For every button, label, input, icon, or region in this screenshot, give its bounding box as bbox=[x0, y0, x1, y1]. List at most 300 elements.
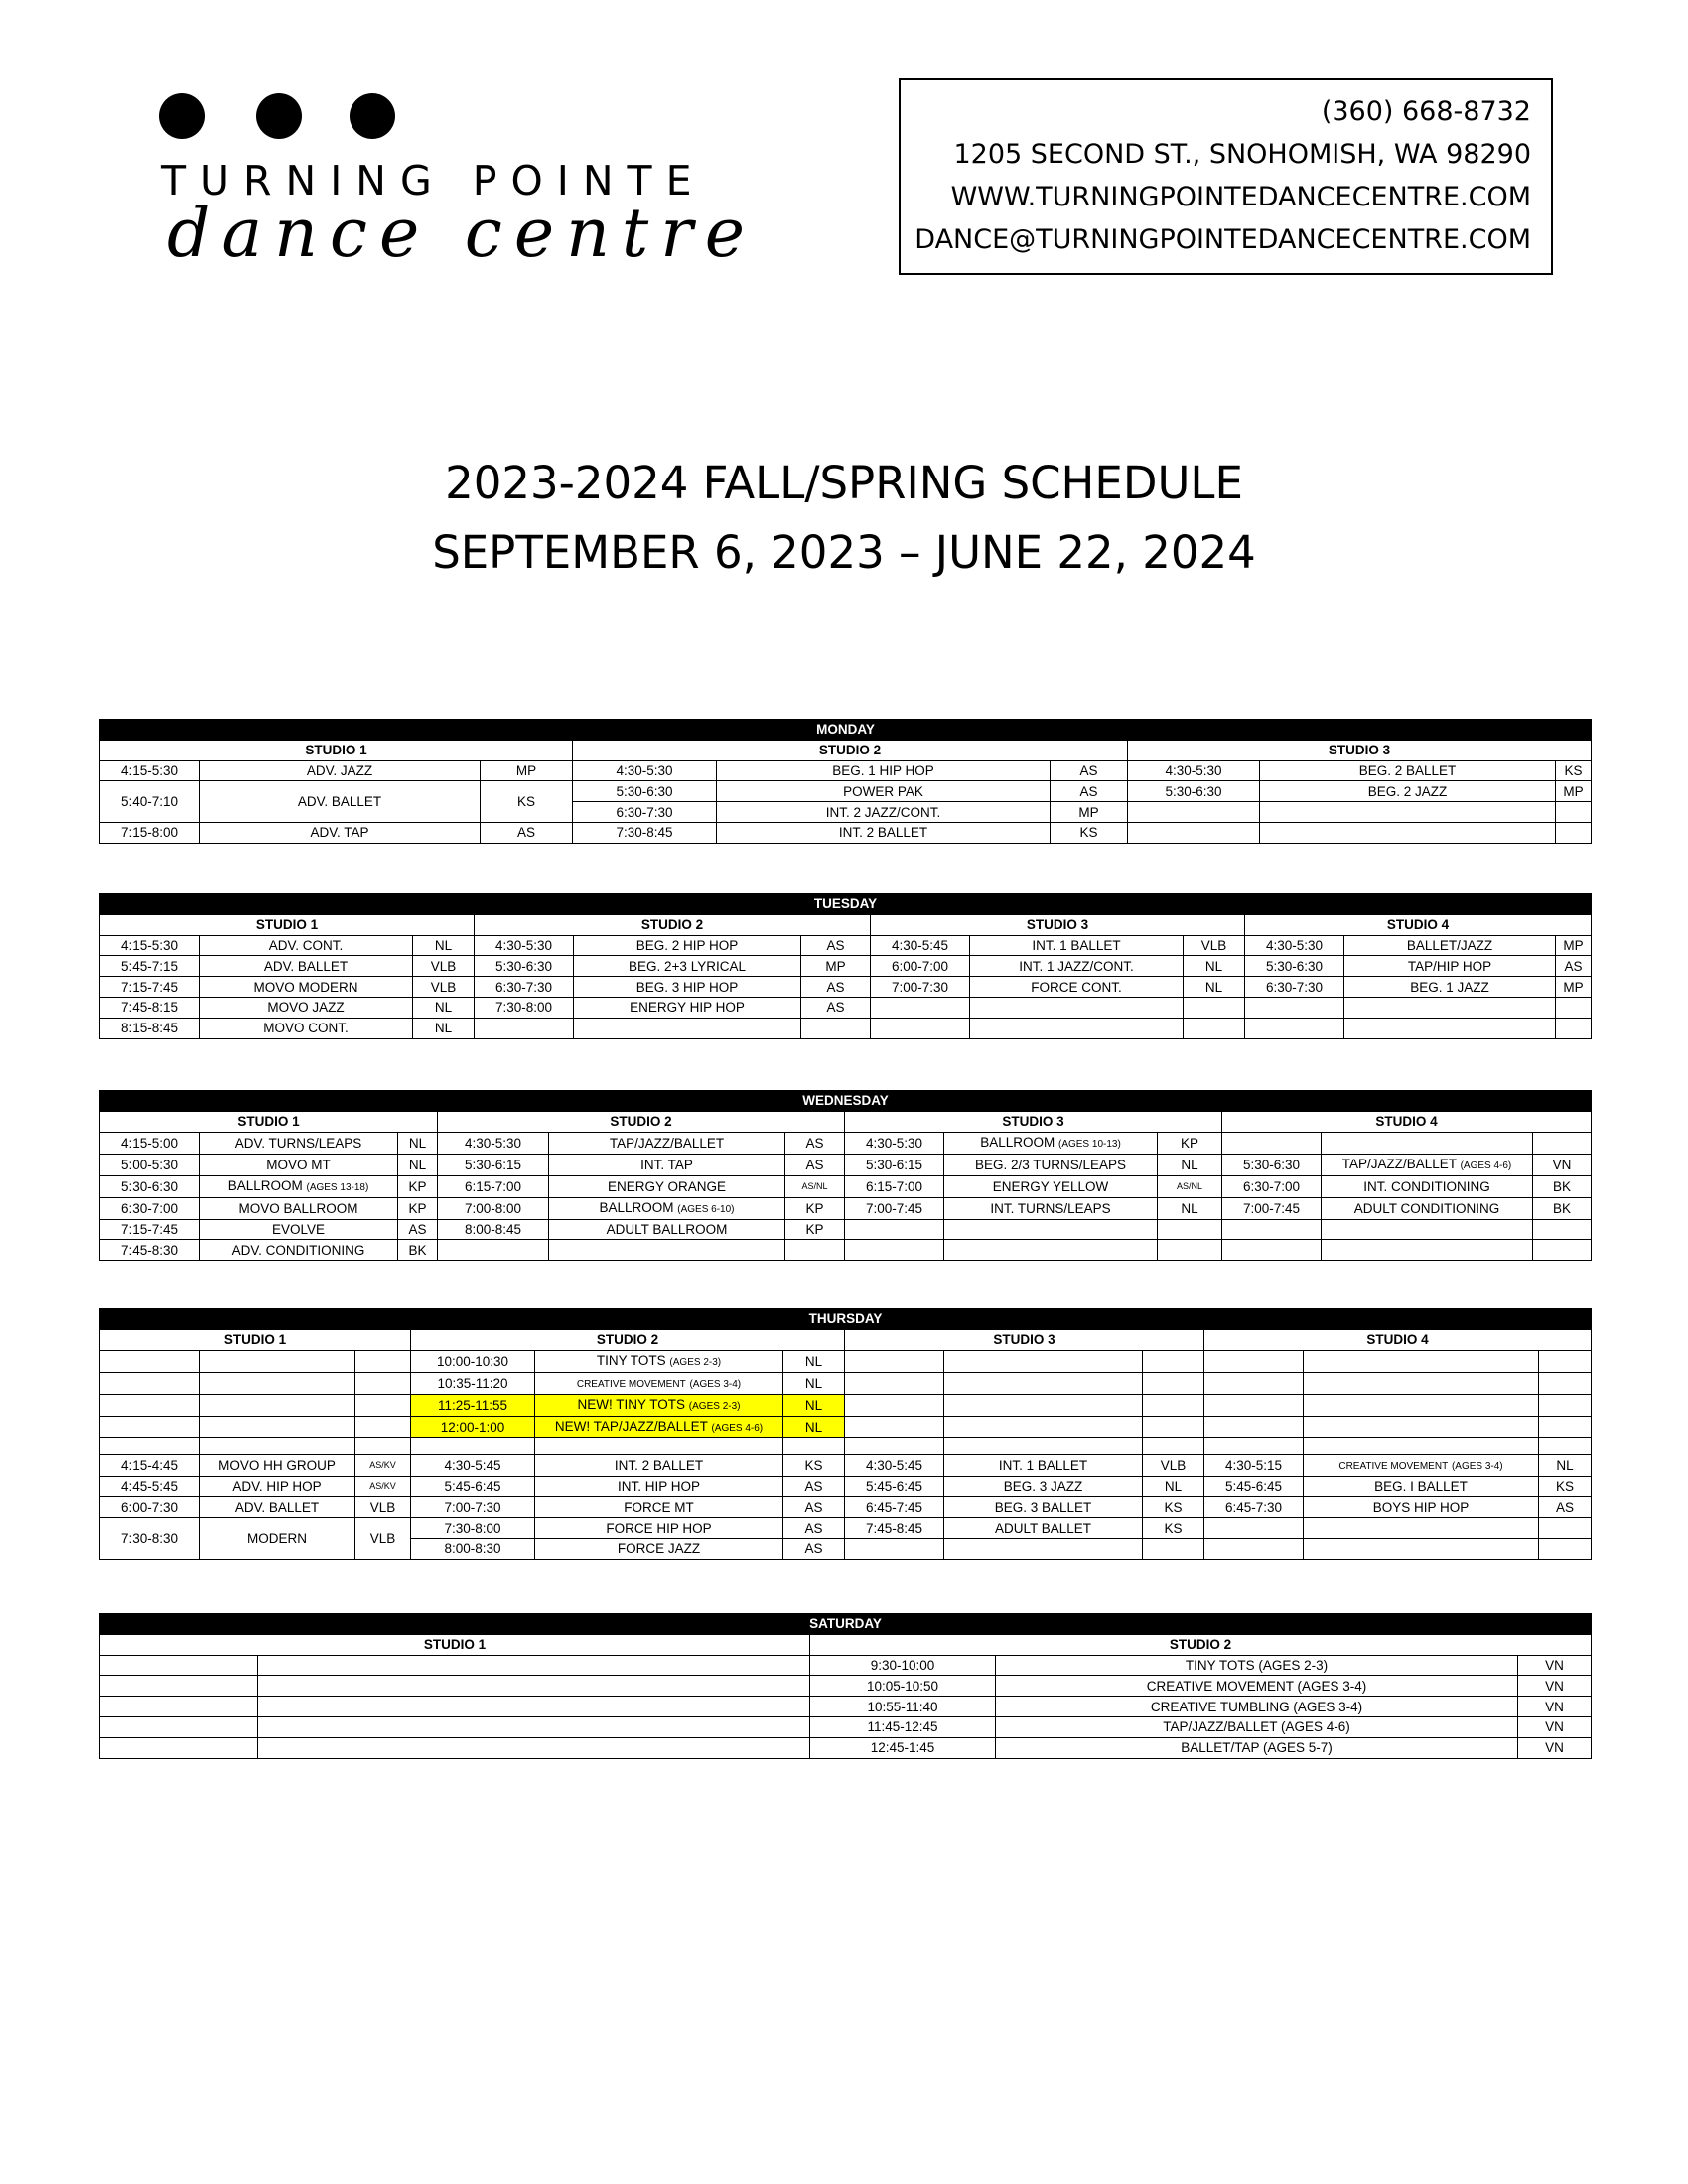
studio-header: STUDIO 1 bbox=[100, 1111, 438, 1132]
empty-cell bbox=[100, 1716, 258, 1737]
empty-cell bbox=[258, 1737, 810, 1758]
empty-cell bbox=[785, 1240, 845, 1261]
class-time-highlighted: 11:25-11:55 bbox=[411, 1394, 535, 1416]
class-time: 4:30-5:30 bbox=[573, 760, 717, 781]
class-time: 7:45-8:30 bbox=[100, 1240, 200, 1261]
class-time: 5:00-5:30 bbox=[100, 1154, 200, 1175]
class-time: 6:15-7:00 bbox=[845, 1175, 944, 1197]
empty-cell bbox=[1128, 822, 1260, 843]
class-time: 8:00-8:45 bbox=[438, 1219, 549, 1240]
class-name: FORCE JAZZ bbox=[535, 1538, 783, 1559]
instructor: MP bbox=[1556, 935, 1592, 956]
age-note: (AGES 2-3) bbox=[688, 1400, 741, 1412]
class-time: 6:30-7:00 bbox=[100, 1197, 200, 1219]
empty-cell bbox=[944, 1416, 1143, 1437]
studio-header: STUDIO 2 bbox=[411, 1329, 845, 1350]
studio-header: STUDIO 3 bbox=[845, 1329, 1204, 1350]
day-header: SATURDAY bbox=[100, 1614, 1592, 1635]
class-name: INT. 1 BALLET bbox=[944, 1454, 1143, 1476]
instructor: AS bbox=[785, 1154, 845, 1175]
class-time: 4:30-5:45 bbox=[411, 1454, 535, 1476]
empty-cell bbox=[1143, 1394, 1204, 1416]
empty-cell bbox=[200, 1416, 355, 1437]
studio-header: STUDIO 3 bbox=[845, 1111, 1222, 1132]
instructor: MP bbox=[801, 956, 871, 977]
table-row bbox=[100, 935, 1592, 956]
class-time: 4:30-5:30 bbox=[1128, 760, 1260, 781]
empty-cell bbox=[871, 997, 970, 1018]
empty-cell bbox=[1556, 997, 1592, 1018]
class-name: CREATIVE MOVEMENT (AGES 3-4) bbox=[535, 1372, 783, 1394]
empty-cell bbox=[944, 1219, 1158, 1240]
empty-cell bbox=[1344, 997, 1556, 1018]
empty-cell bbox=[1128, 802, 1260, 823]
spacer-row bbox=[100, 1437, 1592, 1454]
empty-cell bbox=[355, 1416, 411, 1437]
instructor: KS bbox=[1143, 1497, 1204, 1518]
class-name: INT. 1 BALLET bbox=[970, 935, 1184, 956]
empty-cell bbox=[845, 1240, 944, 1261]
empty-cell bbox=[845, 1219, 944, 1240]
class-name: INT. TURNS/LEAPS bbox=[944, 1197, 1158, 1219]
instructor: NL bbox=[1158, 1197, 1222, 1219]
instructor: AS bbox=[785, 1132, 845, 1154]
instructor-highlighted: NL bbox=[783, 1416, 845, 1437]
instructor: MP bbox=[1556, 781, 1592, 802]
empty-cell bbox=[200, 1394, 355, 1416]
empty-cell bbox=[1143, 1350, 1204, 1372]
instructor: VLB bbox=[413, 977, 475, 998]
empty-cell bbox=[258, 1716, 810, 1737]
title-line-2: SEPTEMBER 6, 2023 – JUNE 22, 2024 bbox=[432, 526, 1256, 579]
class-time: 6:45-7:45 bbox=[845, 1497, 944, 1518]
empty-cell bbox=[944, 1240, 1158, 1261]
instructor: VN bbox=[1533, 1154, 1592, 1175]
class-time: 4:15-5:30 bbox=[100, 760, 200, 781]
wednesday-table bbox=[99, 1090, 1592, 1261]
class-name: INT. 2 JAZZ/CONT. bbox=[717, 802, 1051, 823]
empty-cell bbox=[1158, 1240, 1222, 1261]
tuesday-table bbox=[99, 893, 1592, 1039]
empty-cell bbox=[1539, 1350, 1592, 1372]
class-name: CREATIVE MOVEMENT (AGES 3-4) bbox=[996, 1676, 1518, 1697]
empty-cell bbox=[1304, 1394, 1539, 1416]
contact-address: 1205 SECOND ST., SNOHOMISH, WA 98290 bbox=[953, 139, 1531, 170]
class-name: EVOLVE bbox=[200, 1219, 398, 1240]
class-time: 4:45-5:45 bbox=[100, 1476, 200, 1497]
class-name: BALLROOM (AGES 10-13) bbox=[944, 1132, 1158, 1154]
class-time: 5:30-6:30 bbox=[1128, 781, 1260, 802]
empty-cell bbox=[1539, 1538, 1592, 1559]
class-name: TINY TOTS (AGES 2-3) bbox=[535, 1350, 783, 1372]
class-name: BEG. 2 BALLET bbox=[1260, 760, 1556, 781]
class-name: POWER PAK bbox=[717, 781, 1051, 802]
instructor: NL bbox=[413, 1018, 475, 1038]
class-time: 5:30-6:15 bbox=[845, 1154, 944, 1175]
empty-cell bbox=[549, 1240, 785, 1261]
empty-cell bbox=[1322, 1219, 1533, 1240]
schedule-title bbox=[0, 449, 1688, 588]
contact-box bbox=[899, 78, 1553, 275]
class-name: ADULT CONDITIONING bbox=[1322, 1197, 1533, 1219]
class-name: TAP/JAZZ/BALLET (AGES 4-6) bbox=[996, 1716, 1518, 1737]
empty-cell bbox=[1556, 822, 1592, 843]
class-name: FORCE MT bbox=[535, 1497, 783, 1518]
class-name: MOVO JAZZ bbox=[200, 997, 413, 1018]
table-row bbox=[100, 1737, 1592, 1758]
contact-phone: (360) 668-8732 bbox=[1321, 96, 1531, 127]
class-time: 7:00-8:00 bbox=[438, 1197, 549, 1219]
class-time: 4:30-5:45 bbox=[871, 935, 970, 956]
empty-cell bbox=[438, 1240, 549, 1261]
class-name: ADV. BALLET bbox=[200, 1497, 355, 1518]
empty-cell bbox=[1204, 1416, 1304, 1437]
instructor: AS bbox=[1051, 760, 1128, 781]
class-name: INT. 2 BALLET bbox=[717, 822, 1051, 843]
empty-cell bbox=[845, 1372, 944, 1394]
studio-header: STUDIO 2 bbox=[475, 914, 871, 935]
studio-header: STUDIO 4 bbox=[1204, 1329, 1592, 1350]
class-name: FORCE HIP HOP bbox=[535, 1518, 783, 1539]
instructor: KS bbox=[783, 1454, 845, 1476]
empty-cell bbox=[1204, 1518, 1304, 1539]
age-note: (AGES 13-18) bbox=[306, 1181, 369, 1193]
class-time: 7:00-7:45 bbox=[845, 1197, 944, 1219]
table-row bbox=[100, 1497, 1592, 1518]
class-time: 11:45-12:45 bbox=[810, 1716, 996, 1737]
class-name: BALLROOM (AGES 13-18) bbox=[200, 1175, 398, 1197]
instructor: AS bbox=[783, 1476, 845, 1497]
monday-table bbox=[99, 719, 1592, 844]
empty-cell bbox=[845, 1394, 944, 1416]
instructor: VN bbox=[1518, 1676, 1592, 1697]
instructor: AS/NL bbox=[1158, 1175, 1222, 1197]
class-name: ADV. TAP bbox=[200, 822, 481, 843]
class-time: 8:15-8:45 bbox=[100, 1018, 200, 1038]
studio-header: STUDIO 1 bbox=[100, 1634, 810, 1655]
instructor: AS bbox=[481, 822, 573, 843]
instructor: NL bbox=[1158, 1154, 1222, 1175]
class-name: MOVO MT bbox=[200, 1154, 398, 1175]
contact-email: DANCE@TURNINGPOINTEDANCECENTRE.COM bbox=[914, 224, 1531, 255]
empty-cell bbox=[1533, 1240, 1592, 1261]
empty-cell bbox=[845, 1416, 944, 1437]
class-time: 6:15-7:00 bbox=[438, 1175, 549, 1197]
empty-cell bbox=[100, 1350, 200, 1372]
instructor: AS bbox=[801, 997, 871, 1018]
empty-cell bbox=[100, 1372, 200, 1394]
class-name: MOVO MODERN bbox=[200, 977, 413, 998]
instructor: MP bbox=[481, 760, 573, 781]
logo-dot bbox=[256, 93, 302, 139]
empty-cell bbox=[1304, 1416, 1539, 1437]
class-time: 5:45-6:45 bbox=[411, 1476, 535, 1497]
class-time: 8:00-8:30 bbox=[411, 1538, 535, 1559]
instructor: NL bbox=[783, 1350, 845, 1372]
instructor: VLB bbox=[1143, 1454, 1204, 1476]
class-time: 10:55-11:40 bbox=[810, 1697, 996, 1717]
class-name: ADV. CONDITIONING bbox=[200, 1240, 398, 1261]
class-time: 6:00-7:30 bbox=[100, 1497, 200, 1518]
instructor: KP bbox=[398, 1175, 438, 1197]
class-time: 10:00-10:30 bbox=[411, 1350, 535, 1372]
class-name: BALLROOM (AGES 6-10) bbox=[549, 1197, 785, 1219]
class-time: 7:30-8:00 bbox=[411, 1518, 535, 1539]
empty-cell bbox=[100, 1655, 258, 1676]
table-row bbox=[100, 1175, 1592, 1197]
class-name: TAP/JAZZ/BALLET bbox=[549, 1132, 785, 1154]
class-name: BEG. I BALLET bbox=[1304, 1476, 1539, 1497]
class-name: BEG. 3 HIP HOP bbox=[574, 977, 801, 998]
class-name: ADV. HIP HOP bbox=[200, 1476, 355, 1497]
empty-cell bbox=[100, 1394, 200, 1416]
class-time: 7:45-8:45 bbox=[845, 1518, 944, 1539]
class-name: TINY TOTS (AGES 2-3) bbox=[996, 1655, 1518, 1676]
class-name: ADV. JAZZ bbox=[200, 760, 481, 781]
empty-cell bbox=[1539, 1518, 1592, 1539]
table-row bbox=[100, 1676, 1592, 1697]
instructor: NL bbox=[1143, 1476, 1204, 1497]
table-row bbox=[100, 822, 1592, 843]
age-note: (AGES 3-4) bbox=[1451, 1460, 1503, 1472]
empty-cell bbox=[200, 1372, 355, 1394]
empty-cell bbox=[1344, 1018, 1556, 1038]
class-name: FORCE CONT. bbox=[970, 977, 1184, 998]
class-name: ADV. CONT. bbox=[200, 935, 413, 956]
instructor: KS bbox=[1143, 1518, 1204, 1539]
class-time: 9:30-10:00 bbox=[810, 1655, 996, 1676]
class-time: 5:30-6:30 bbox=[1222, 1154, 1322, 1175]
instructor: KS bbox=[1051, 822, 1128, 843]
instructor: AS bbox=[801, 977, 871, 998]
class-name: BEG. 3 BALLET bbox=[944, 1497, 1143, 1518]
class-name: ADV. BALLET bbox=[200, 781, 481, 823]
class-time: 4:15-5:30 bbox=[100, 935, 200, 956]
class-time: 7:00-7:45 bbox=[1222, 1197, 1322, 1219]
empty-cell bbox=[100, 1676, 258, 1697]
class-name: BEG. 1 JAZZ bbox=[1344, 977, 1556, 998]
studio-header: STUDIO 2 bbox=[810, 1634, 1592, 1655]
age-note: (AGES 10-13) bbox=[1057, 1138, 1121, 1150]
age-note: (AGES 4-6) bbox=[711, 1422, 764, 1433]
studio-header: STUDIO 3 bbox=[871, 914, 1245, 935]
table-row bbox=[100, 1697, 1592, 1717]
table-row bbox=[100, 997, 1592, 1018]
instructor: NL bbox=[783, 1372, 845, 1394]
class-name: BALLET/TAP (AGES 5-7) bbox=[996, 1737, 1518, 1758]
instructor: VN bbox=[1518, 1737, 1592, 1758]
instructor: NL bbox=[413, 997, 475, 1018]
class-name: BEG. 2 HIP HOP bbox=[574, 935, 801, 956]
class-name: CREATIVE MOVEMENT (AGES 3-4) bbox=[1304, 1454, 1539, 1476]
empty-cell bbox=[1143, 1538, 1204, 1559]
empty-cell bbox=[1539, 1416, 1592, 1437]
empty-cell bbox=[944, 1394, 1143, 1416]
table-row bbox=[100, 1655, 1592, 1676]
saturday-table bbox=[99, 1613, 1592, 1759]
empty-cell bbox=[1304, 1538, 1539, 1559]
class-time-highlighted: 12:00-1:00 bbox=[411, 1416, 535, 1437]
empty-cell bbox=[1556, 802, 1592, 823]
empty-cell bbox=[1260, 822, 1556, 843]
table-row bbox=[100, 1454, 1592, 1476]
age-note: (AGES 6-10) bbox=[677, 1203, 735, 1215]
class-time: 5:40-7:10 bbox=[100, 781, 200, 823]
instructor: BK bbox=[1533, 1197, 1592, 1219]
instructor: KS bbox=[1539, 1476, 1592, 1497]
instructor: VN bbox=[1518, 1697, 1592, 1717]
table-row bbox=[100, 760, 1592, 781]
empty-cell bbox=[1222, 1132, 1322, 1154]
empty-cell bbox=[1322, 1240, 1533, 1261]
class-time: 5:30-6:30 bbox=[1245, 956, 1344, 977]
instructor: AS bbox=[1051, 781, 1128, 802]
table-row bbox=[100, 1518, 1592, 1539]
empty-cell bbox=[1222, 1219, 1322, 1240]
class-time: 4:30-5:30 bbox=[845, 1132, 944, 1154]
studio-header: STUDIO 2 bbox=[438, 1111, 845, 1132]
empty-cell bbox=[574, 1018, 801, 1038]
studio-header: STUDIO 1 bbox=[100, 1329, 411, 1350]
instructor: AS bbox=[1539, 1497, 1592, 1518]
class-time: 6:00-7:00 bbox=[871, 956, 970, 977]
empty-cell bbox=[970, 997, 1184, 1018]
instructor: MP bbox=[1556, 977, 1592, 998]
class-time: 5:45-6:45 bbox=[1204, 1476, 1304, 1497]
empty-cell bbox=[258, 1697, 810, 1717]
class-name: ENERGY HIP HOP bbox=[574, 997, 801, 1018]
empty-cell bbox=[1204, 1372, 1304, 1394]
empty-cell bbox=[1539, 1372, 1592, 1394]
empty-cell bbox=[1260, 802, 1556, 823]
class-name: BEG. 1 HIP HOP bbox=[717, 760, 1051, 781]
empty-cell bbox=[1245, 997, 1344, 1018]
class-time: 7:15-7:45 bbox=[100, 1219, 200, 1240]
class-name: ADV. BALLET bbox=[200, 956, 413, 977]
empty-cell bbox=[1184, 1018, 1245, 1038]
empty-cell bbox=[1204, 1538, 1304, 1559]
class-name: TAP/JAZZ/BALLET (AGES 4-6) bbox=[1322, 1154, 1533, 1175]
empty-cell bbox=[944, 1538, 1143, 1559]
instructor: AS bbox=[783, 1518, 845, 1539]
empty-cell bbox=[1204, 1350, 1304, 1372]
class-time: 7:00-7:30 bbox=[871, 977, 970, 998]
empty-cell bbox=[944, 1372, 1143, 1394]
class-time: 7:00-7:30 bbox=[411, 1497, 535, 1518]
class-name: BEG. 2 JAZZ bbox=[1260, 781, 1556, 802]
table-row bbox=[100, 1197, 1592, 1219]
class-time: 6:30-7:30 bbox=[573, 802, 717, 823]
empty-cell bbox=[475, 1018, 574, 1038]
studio-header: STUDIO 3 bbox=[1128, 740, 1592, 760]
instructor: VLB bbox=[1184, 935, 1245, 956]
empty-cell bbox=[1304, 1350, 1539, 1372]
empty-cell bbox=[258, 1655, 810, 1676]
empty-cell bbox=[258, 1676, 810, 1697]
empty-cell bbox=[845, 1538, 944, 1559]
class-time: 7:30-8:00 bbox=[475, 997, 574, 1018]
table-row bbox=[100, 1350, 1592, 1372]
class-time: 4:15-4:45 bbox=[100, 1454, 200, 1476]
instructor: KP bbox=[398, 1197, 438, 1219]
table-row bbox=[100, 1416, 1592, 1437]
empty-cell bbox=[1158, 1219, 1222, 1240]
empty-cell bbox=[1184, 997, 1245, 1018]
class-name-highlighted: NEW! TINY TOTS (AGES 2-3) bbox=[535, 1394, 783, 1416]
instructor: BK bbox=[1533, 1175, 1592, 1197]
class-time: 6:45-7:30 bbox=[1204, 1497, 1304, 1518]
empty-cell bbox=[1245, 1018, 1344, 1038]
studio-header: STUDIO 1 bbox=[100, 740, 573, 760]
instructor: AS bbox=[783, 1497, 845, 1518]
instructor: NL bbox=[1539, 1454, 1592, 1476]
empty-cell bbox=[1304, 1372, 1539, 1394]
instructor: VN bbox=[1518, 1716, 1592, 1737]
class-name: ADULT BALLROOM bbox=[549, 1219, 785, 1240]
logo bbox=[157, 85, 852, 284]
empty-cell bbox=[355, 1394, 411, 1416]
instructor: AS/KV bbox=[355, 1476, 411, 1497]
table-row bbox=[100, 1372, 1592, 1394]
empty-cell bbox=[100, 1737, 258, 1758]
table-row bbox=[100, 977, 1592, 998]
empty-cell bbox=[1143, 1416, 1204, 1437]
class-time: 5:45-6:45 bbox=[845, 1476, 944, 1497]
logo-dot bbox=[350, 93, 395, 139]
class-time: 6:30-7:30 bbox=[1245, 977, 1344, 998]
table-row bbox=[100, 1219, 1592, 1240]
studio-header: STUDIO 4 bbox=[1222, 1111, 1592, 1132]
studio-header: STUDIO 2 bbox=[573, 740, 1128, 760]
title-line-1: 2023-2024 FALL/SPRING SCHEDULE bbox=[445, 457, 1243, 509]
empty-cell bbox=[100, 1697, 258, 1717]
table-row bbox=[100, 1716, 1592, 1737]
class-time: 7:30-8:30 bbox=[100, 1518, 200, 1560]
class-name: BEG. 2/3 TURNS/LEAPS bbox=[944, 1154, 1158, 1175]
empty-cell bbox=[970, 1018, 1184, 1038]
instructor: KP bbox=[785, 1197, 845, 1219]
empty-cell bbox=[1204, 1394, 1304, 1416]
empty-cell bbox=[100, 1416, 200, 1437]
class-time: 7:15-8:00 bbox=[100, 822, 200, 843]
instructor: NL bbox=[398, 1132, 438, 1154]
class-time: 5:45-7:15 bbox=[100, 956, 200, 977]
class-name: BEG. 2+3 LYRICAL bbox=[574, 956, 801, 977]
class-time: 4:30-5:45 bbox=[845, 1454, 944, 1476]
class-time: 4:30-5:15 bbox=[1204, 1454, 1304, 1476]
instructor: VN bbox=[1518, 1655, 1592, 1676]
instructor: AS bbox=[783, 1538, 845, 1559]
instructor: BK bbox=[398, 1240, 438, 1261]
thursday-table bbox=[99, 1308, 1592, 1560]
class-time: 12:45-1:45 bbox=[810, 1737, 996, 1758]
class-name: BEG. 3 JAZZ bbox=[944, 1476, 1143, 1497]
instructor: KS bbox=[481, 781, 573, 823]
day-header: MONDAY bbox=[100, 720, 1592, 741]
studio-header: STUDIO 1 bbox=[100, 914, 475, 935]
logo-script: dance centre bbox=[167, 195, 758, 273]
class-name: INT. CONDITIONING bbox=[1322, 1175, 1533, 1197]
instructor: NL bbox=[1184, 977, 1245, 998]
class-name: CREATIVE TUMBLING (AGES 3-4) bbox=[996, 1697, 1518, 1717]
instructor: NL bbox=[413, 935, 475, 956]
class-name: INT. TAP bbox=[549, 1154, 785, 1175]
empty-cell bbox=[801, 1018, 871, 1038]
table-row bbox=[100, 781, 1592, 802]
studio-header: STUDIO 4 bbox=[1245, 914, 1592, 935]
instructor: VLB bbox=[413, 956, 475, 977]
day-header: TUESDAY bbox=[100, 894, 1592, 915]
